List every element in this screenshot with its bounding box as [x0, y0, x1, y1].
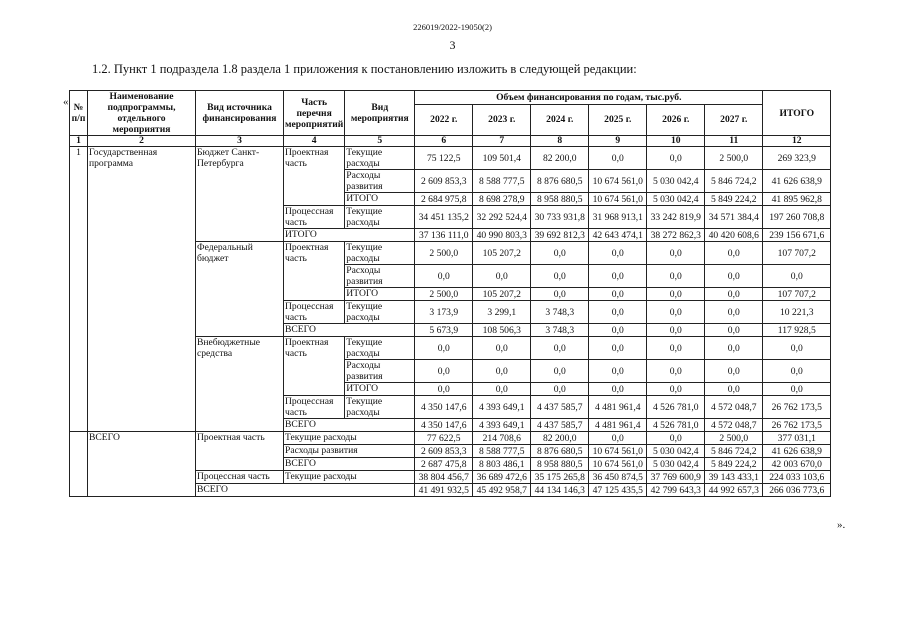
- value-cell: 0,0: [589, 242, 647, 265]
- kind-itogo: ИТОГО: [345, 383, 415, 396]
- col-number: 2: [88, 136, 196, 147]
- value-cell: 38 272 862,3: [647, 229, 705, 242]
- part-project: Проектная часть: [284, 147, 345, 206]
- value-cell: 45 492 958,7: [473, 484, 531, 497]
- year-header: 2024 г.: [531, 104, 589, 135]
- value-cell: 2 684 975,8: [415, 193, 473, 206]
- value-cell: 5 673,9: [415, 324, 473, 337]
- value-cell: 41 626 638,9: [763, 445, 831, 458]
- kind-development: Расходы развития: [345, 170, 415, 193]
- value-cell: 38 804 456,7: [415, 471, 473, 484]
- value-cell: 5 846 724,2: [705, 445, 763, 458]
- empty-cell: [70, 432, 88, 497]
- value-cell: 4 481 961,4: [589, 419, 647, 432]
- row-number: 1: [70, 147, 88, 432]
- col-number: 6: [415, 136, 473, 147]
- value-cell: 3 748,3: [531, 324, 589, 337]
- year-header: 2022 г.: [415, 104, 473, 135]
- value-cell: 34 571 384,4: [705, 206, 763, 229]
- col-number: 8: [531, 136, 589, 147]
- value-cell: 2 609 853,3: [415, 445, 473, 458]
- value-cell: 214 708,6: [473, 432, 531, 445]
- value-cell: 0,0: [647, 147, 705, 170]
- table-row: [70, 432, 831, 445]
- kind-current: Текущие расходы: [345, 301, 415, 324]
- value-cell: 0,0: [705, 360, 763, 383]
- col-header-total: ИТОГО: [763, 91, 831, 136]
- value-cell: 108 506,3: [473, 324, 531, 337]
- value-cell: 0,0: [705, 242, 763, 265]
- source-budget: Бюджет Санкт-Петербурга: [196, 147, 284, 242]
- value-cell: 8 803 486,1: [473, 458, 531, 471]
- value-cell: 0,0: [647, 265, 705, 288]
- value-cell: 0,0: [647, 383, 705, 396]
- value-cell: 0,0: [647, 432, 705, 445]
- value-cell: 377 031,1: [763, 432, 831, 445]
- value-cell: 41 491 932,5: [415, 484, 473, 497]
- value-cell: 35 175 265,8: [531, 471, 589, 484]
- value-cell: 4 526 781,0: [647, 396, 705, 419]
- value-cell: 5 846 724,2: [705, 170, 763, 193]
- value-cell: 105 207,2: [473, 242, 531, 265]
- value-cell: 0,0: [473, 383, 531, 396]
- value-cell: 37 769 600,9: [647, 471, 705, 484]
- value-cell: 0,0: [589, 265, 647, 288]
- value-cell: 4 572 048,7: [705, 396, 763, 419]
- total-current: Текущие расходы: [284, 432, 415, 445]
- value-cell: 82 200,0: [531, 432, 589, 445]
- kind-current: Текущие расходы: [345, 206, 415, 229]
- value-cell: 10 221,3: [763, 301, 831, 324]
- value-cell: 0,0: [705, 288, 763, 301]
- value-cell: 36 689 472,6: [473, 471, 531, 484]
- value-cell: 0,0: [531, 337, 589, 360]
- value-cell: 33 242 819,9: [647, 206, 705, 229]
- value-cell: 34 451 135,2: [415, 206, 473, 229]
- value-cell: 0,0: [473, 337, 531, 360]
- page-number: 3: [449, 38, 456, 52]
- value-cell: 2 500,0: [705, 432, 763, 445]
- value-cell: 4 393 649,1: [473, 419, 531, 432]
- value-cell: 0,0: [531, 383, 589, 396]
- value-cell: 0,0: [647, 324, 705, 337]
- value-cell: 44 134 146,3: [531, 484, 589, 497]
- value-cell: 0,0: [531, 242, 589, 265]
- value-cell: 42 799 643,3: [647, 484, 705, 497]
- col-header-part: Часть перечня мероприятий: [284, 91, 345, 136]
- value-cell: 197 260 708,8: [763, 206, 831, 229]
- value-cell: 40 420 608,6: [705, 229, 763, 242]
- financing-table: [69, 90, 831, 497]
- value-cell: 5 849 224,2: [705, 193, 763, 206]
- value-cell: 0,0: [589, 288, 647, 301]
- value-cell: 2 500,0: [415, 242, 473, 265]
- table-row: [70, 147, 831, 170]
- value-cell: 26 762 173,5: [763, 396, 831, 419]
- value-cell: 5 030 042,4: [647, 445, 705, 458]
- value-cell: 8 698 278,9: [473, 193, 531, 206]
- kind-itogo: ИТОГО: [345, 193, 415, 206]
- value-cell: 3 299,1: [473, 301, 531, 324]
- value-cell: 41 626 638,9: [763, 170, 831, 193]
- value-cell: 8 588 777,5: [473, 445, 531, 458]
- federal-vsego: ВСЕГО: [284, 324, 415, 337]
- kind-current: Текущие расходы: [345, 147, 415, 170]
- value-cell: 39 143 433,1: [705, 471, 763, 484]
- value-cell: 4 350 147,6: [415, 419, 473, 432]
- value-cell: 4 393 649,1: [473, 396, 531, 419]
- col-number: 4: [284, 136, 345, 147]
- grand-total-label: ВСЕГО: [196, 484, 415, 497]
- value-cell: 0,0: [763, 337, 831, 360]
- value-cell: 0,0: [647, 242, 705, 265]
- kind-current: Текущие расходы: [345, 242, 415, 265]
- total-project-vsego: ВСЕГО: [284, 458, 415, 471]
- value-cell: 39 692 812,3: [531, 229, 589, 242]
- value-cell: 42 643 474,1: [589, 229, 647, 242]
- part-project: Проектная часть: [284, 337, 345, 396]
- value-cell: 8 588 777,5: [473, 170, 531, 193]
- value-cell: 26 762 173,5: [763, 419, 831, 432]
- value-cell: 3 173,9: [415, 301, 473, 324]
- value-cell: 4 437 585,7: [531, 396, 589, 419]
- kind-development: Расходы развития: [345, 360, 415, 383]
- value-cell: 44 992 657,3: [705, 484, 763, 497]
- value-cell: 0,0: [531, 288, 589, 301]
- value-cell: 5 030 042,4: [647, 458, 705, 471]
- col-header-source: Вид источника финансирования: [196, 91, 284, 136]
- col-header-num: № п/п: [70, 91, 88, 136]
- value-cell: 2 500,0: [415, 288, 473, 301]
- year-header: 2027 г.: [705, 104, 763, 135]
- value-cell: 36 450 874,5: [589, 471, 647, 484]
- value-cell: 0,0: [647, 301, 705, 324]
- value-cell: 105 207,2: [473, 288, 531, 301]
- col-header-volume: Объем финансирования по годам, тыс.руб.: [415, 91, 763, 105]
- value-cell: 269 323,9: [763, 147, 831, 170]
- value-cell: 40 990 803,3: [473, 229, 531, 242]
- source-federal: Федеральный бюджет: [196, 242, 284, 337]
- value-cell: 0,0: [473, 360, 531, 383]
- total-project-part: Проектная часть: [196, 432, 284, 471]
- extra-vsego: ВСЕГО: [284, 419, 415, 432]
- part-process: Процессная часть: [284, 396, 345, 419]
- col-number: 3: [196, 136, 284, 147]
- value-cell: 47 125 435,5: [589, 484, 647, 497]
- value-cell: 117 928,5: [763, 324, 831, 337]
- value-cell: 0,0: [589, 337, 647, 360]
- kind-itogo: ИТОГО: [345, 288, 415, 301]
- value-cell: 2 609 853,3: [415, 170, 473, 193]
- value-cell: 0,0: [589, 324, 647, 337]
- value-cell: 266 036 773,6: [763, 484, 831, 497]
- source-extrabudgetary: Внебюджетные средства: [196, 337, 284, 432]
- value-cell: 8 876 680,5: [531, 170, 589, 193]
- value-cell: 8 876 680,5: [531, 445, 589, 458]
- value-cell: 0,0: [473, 265, 531, 288]
- value-cell: 32 292 524,4: [473, 206, 531, 229]
- value-cell: 10 674 561,0: [589, 445, 647, 458]
- value-cell: 37 136 111,0: [415, 229, 473, 242]
- kind-current: Текущие расходы: [345, 396, 415, 419]
- header-row-1: [70, 91, 831, 105]
- value-cell: 0,0: [589, 383, 647, 396]
- value-cell: 8 958 880,5: [531, 458, 589, 471]
- part-project: Проектная часть: [284, 242, 345, 301]
- value-cell: 0,0: [589, 147, 647, 170]
- year-header: 2026 г.: [647, 104, 705, 135]
- closing-quote: ».: [837, 519, 846, 531]
- budget-itogo: ИТОГО: [284, 229, 415, 242]
- document-number: 226019/2022-19050(2): [413, 22, 492, 32]
- col-number: 10: [647, 136, 705, 147]
- value-cell: 0,0: [705, 383, 763, 396]
- intro-paragraph: 1.2. Пункт 1 подраздела 1.8 раздела 1 приложения к постановлению изложить в следующей редакции:: [92, 62, 637, 76]
- value-cell: 2 687 475,8: [415, 458, 473, 471]
- value-cell: 0,0: [589, 360, 647, 383]
- value-cell: 42 003 670,0: [763, 458, 831, 471]
- value-cell: 10 674 561,0: [589, 193, 647, 206]
- value-cell: 4 481 961,4: [589, 396, 647, 419]
- column-numbers-row: [70, 136, 831, 147]
- col-number: 11: [705, 136, 763, 147]
- col-header-kind: Вид мероприятия: [345, 91, 415, 136]
- value-cell: 0,0: [647, 337, 705, 360]
- year-header: 2023 г.: [473, 104, 531, 135]
- value-cell: 5 030 042,4: [647, 170, 705, 193]
- value-cell: 4 350 147,6: [415, 396, 473, 419]
- kind-current: Текущие расходы: [345, 337, 415, 360]
- value-cell: 5 849 224,2: [705, 458, 763, 471]
- value-cell: 0,0: [647, 288, 705, 301]
- value-cell: 0,0: [415, 337, 473, 360]
- value-cell: 4 572 048,7: [705, 419, 763, 432]
- program-name: Государственная программа: [88, 147, 196, 432]
- value-cell: 5 030 042,4: [647, 193, 705, 206]
- value-cell: 239 156 671,6: [763, 229, 831, 242]
- value-cell: 224 033 103,6: [763, 471, 831, 484]
- value-cell: 2 500,0: [705, 147, 763, 170]
- year-header: 2025 г.: [589, 104, 647, 135]
- value-cell: 75 122,5: [415, 147, 473, 170]
- value-cell: 0,0: [763, 383, 831, 396]
- col-number: 5: [345, 136, 415, 147]
- grand-vsego-label: ВСЕГО: [88, 432, 196, 497]
- value-cell: 0,0: [647, 360, 705, 383]
- col-number: 7: [473, 136, 531, 147]
- total-development: Расходы развития: [284, 445, 415, 458]
- value-cell: 30 733 931,8: [531, 206, 589, 229]
- value-cell: 0,0: [415, 265, 473, 288]
- value-cell: 31 968 913,1: [589, 206, 647, 229]
- total-process-part: Процессная часть: [196, 471, 284, 484]
- value-cell: 0,0: [705, 301, 763, 324]
- part-process: Процессная часть: [284, 206, 345, 229]
- value-cell: 0,0: [415, 383, 473, 396]
- value-cell: 0,0: [589, 432, 647, 445]
- value-cell: 0,0: [531, 360, 589, 383]
- value-cell: 82 200,0: [531, 147, 589, 170]
- value-cell: 0,0: [589, 301, 647, 324]
- value-cell: 109 501,4: [473, 147, 531, 170]
- value-cell: 0,0: [763, 360, 831, 383]
- value-cell: 107 707,2: [763, 242, 831, 265]
- value-cell: 3 748,3: [531, 301, 589, 324]
- value-cell: 0,0: [415, 360, 473, 383]
- col-header-name: Наименование подпрограммы, отдельного мероприятия: [88, 91, 196, 136]
- value-cell: 10 674 561,0: [589, 170, 647, 193]
- value-cell: 0,0: [763, 265, 831, 288]
- total-process-current: Текущие расходы: [284, 471, 415, 484]
- col-number: 12: [763, 136, 831, 147]
- value-cell: 10 674 561,0: [589, 458, 647, 471]
- value-cell: 0,0: [705, 337, 763, 360]
- value-cell: 4 526 781,0: [647, 419, 705, 432]
- col-number: 9: [589, 136, 647, 147]
- part-process: Процессная часть: [284, 301, 345, 324]
- value-cell: 8 958 880,5: [531, 193, 589, 206]
- value-cell: 0,0: [705, 324, 763, 337]
- col-number: 1: [70, 136, 88, 147]
- opening-quote: «: [63, 96, 69, 108]
- kind-development: Расходы развития: [345, 265, 415, 288]
- value-cell: 4 437 585,7: [531, 419, 589, 432]
- value-cell: 0,0: [705, 265, 763, 288]
- value-cell: 41 895 962,8: [763, 193, 831, 206]
- value-cell: 77 622,5: [415, 432, 473, 445]
- value-cell: 0,0: [531, 265, 589, 288]
- value-cell: 107 707,2: [763, 288, 831, 301]
